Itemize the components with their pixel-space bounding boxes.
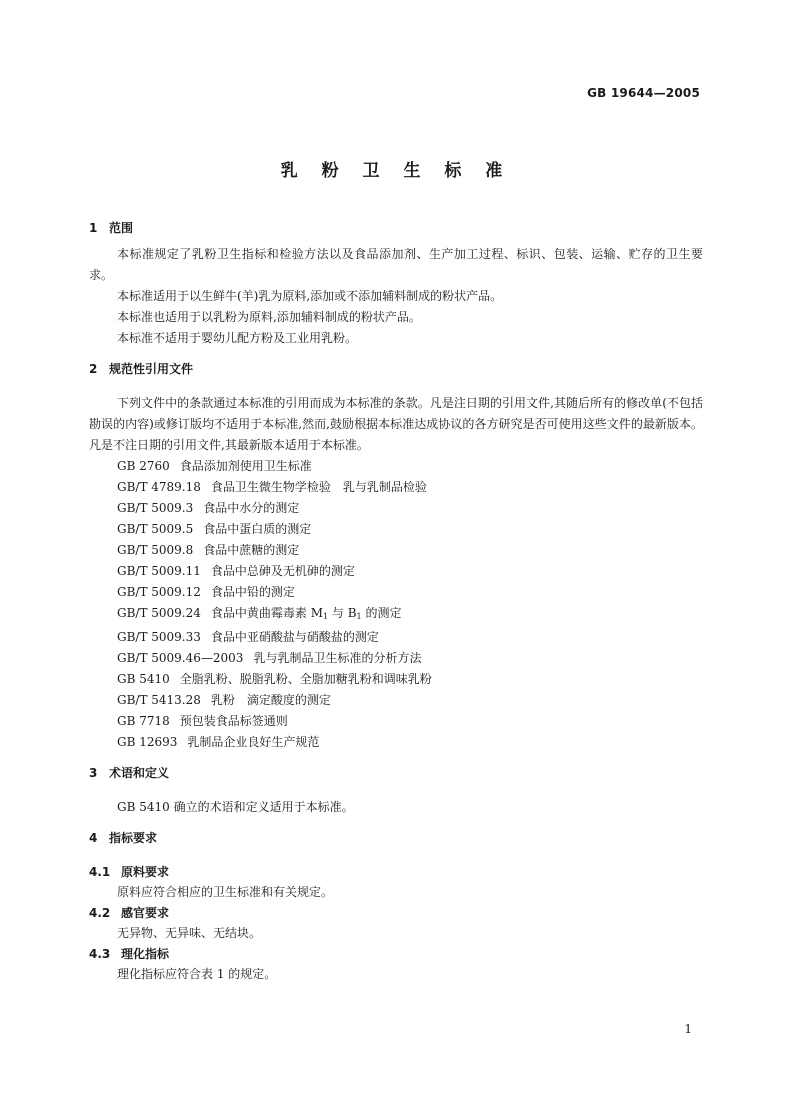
reference-title: 食品中蔗糖的测定 — [203, 543, 300, 557]
subsection-heading-physicochemical — [89, 944, 703, 964]
reference-item — [89, 477, 703, 498]
reference-code: GB/T 5009.11 — [117, 564, 201, 578]
section-number: 3 — [89, 766, 98, 780]
paragraph: 本标准也适用于以乳粉为原料,添加辅料制成的粉状产品。 — [117, 310, 421, 324]
reference-code: GB/T 5009.46—2003 — [117, 651, 244, 665]
section-heading-scope — [89, 218, 703, 238]
section-number: 1 — [89, 221, 98, 235]
reference-item — [89, 732, 703, 753]
reference-item — [89, 627, 703, 648]
reference-code: GB 2760 — [117, 459, 170, 473]
reference-item — [89, 711, 703, 732]
section-title: 指标要求 — [109, 831, 158, 845]
reference-title: 食品卫生微生物学检验 乳与乳制品检验 — [210, 480, 427, 494]
subsection-title: 理化指标 — [121, 947, 170, 961]
section-heading-requirements — [89, 828, 703, 848]
section-title: 术语和定义 — [109, 766, 170, 780]
section-number: 2 — [89, 362, 98, 376]
reference-code: GB/T 5009.5 — [117, 522, 194, 536]
reference-title: 预包装食品标签通则 — [179, 714, 288, 728]
subsection-heading-raw-materials — [89, 862, 703, 882]
section-title: 规范性引用文件 — [109, 362, 194, 376]
subsection-number: 4.3 — [89, 947, 111, 961]
reference-title: 乳与乳制品卫生标准的分析方法 — [253, 651, 422, 665]
document-body — [89, 218, 703, 985]
subsection-title: 感官要求 — [121, 906, 170, 920]
reference-code: GB/T 5009.3 — [117, 501, 194, 515]
reference-item — [89, 669, 703, 690]
reference-title: 食品中黄曲霉毒素 $M_1$ 与 $B_1$ 的测定 — [210, 606, 402, 621]
paragraph: 本标准规定了乳粉卫生指标和检验方法以及食品添加剂、生产加工过程、标识、包装、运输、贮存的卫生要求。 — [89, 247, 703, 282]
reference-item — [89, 498, 703, 519]
section-heading-normative-references — [89, 359, 703, 379]
reference-item — [89, 582, 703, 603]
reference-item — [89, 690, 703, 711]
reference-code: GB/T 5413.28 — [117, 693, 201, 707]
reference-title: 食品中亚硝酸盐与硝酸盐的测定 — [210, 630, 379, 644]
reference-title: 食品添加剂使用卫生标准 — [179, 459, 312, 473]
reference-title: 食品中水分的测定 — [203, 501, 300, 515]
reference-title: 食品中总砷及无机砷的测定 — [210, 564, 355, 578]
reference-item — [89, 456, 703, 477]
reference-title: 食品中蛋白质的测定 — [203, 522, 312, 536]
paragraph: 本标准不适用于婴幼儿配方粉及工业用乳粉。 — [117, 331, 358, 345]
reference-title: 全脂乳粉、脱脂乳粉、全脂加糖乳粉和调味乳粉 — [179, 672, 432, 686]
reference-title: 乳粉 滴定酸度的测定 — [210, 693, 331, 707]
section-number: 4 — [89, 831, 98, 845]
reference-title: 食品中铅的测定 — [210, 585, 295, 599]
subsection-number: 4.1 — [89, 865, 111, 879]
document-title: 乳 粉 卫 生 标 准 — [280, 161, 512, 181]
subsection-number: 4.2 — [89, 906, 111, 920]
paragraph: 无异物、无异味、无结块。 — [117, 926, 262, 940]
reference-code: GB/T 4789.18 — [117, 480, 201, 494]
paragraph: GB 5410 确立的术语和定义适用于本标准。 — [117, 800, 354, 814]
reference-title: 乳制品企业良好生产规范 — [187, 735, 320, 749]
reference-item — [89, 519, 703, 540]
subsection-heading-sensory — [89, 903, 703, 923]
paragraph: 原料应符合相应的卫生标准和有关规定。 — [117, 885, 334, 899]
section-title: 范围 — [109, 221, 134, 235]
reference-item — [89, 603, 703, 627]
page-number: 1 — [684, 1022, 692, 1036]
reference-code: GB 5410 — [117, 672, 170, 686]
paragraph: 理化指标应符合表 1 的规定。 — [117, 967, 277, 981]
standard-code: GB 19644—2005 — [587, 86, 700, 100]
reference-list — [89, 456, 703, 753]
subsection-title: 原料要求 — [121, 865, 170, 879]
reference-item — [89, 561, 703, 582]
section-heading-terms — [89, 763, 703, 783]
reference-item — [89, 648, 703, 669]
reference-code: GB 12693 — [117, 735, 178, 749]
reference-code: GB/T 5009.8 — [117, 543, 194, 557]
paragraph: 下列文件中的条款通过本标准的引用而成为本标准的条款。凡是注日期的引用文件,其随后所有的修改单(不包括勘误的内容)或修订版均不适用于本标准,然而,鼓励根据本标准达成协议的各方研究是否可使用这些文件的最新版本。凡是不注日期的引用文件,其最新版本适用于本标准。 — [89, 396, 703, 452]
reference-item — [89, 540, 703, 561]
reference-code: GB/T 5009.33 — [117, 630, 201, 644]
reference-code: GB/T 5009.24 — [117, 606, 201, 620]
reference-code: GB 7718 — [117, 714, 170, 728]
reference-code: GB/T 5009.12 — [117, 585, 201, 599]
paragraph: 本标准适用于以生鲜牛(羊)乳为原料,添加或不添加辅料制成的粉状产品。 — [117, 289, 503, 303]
